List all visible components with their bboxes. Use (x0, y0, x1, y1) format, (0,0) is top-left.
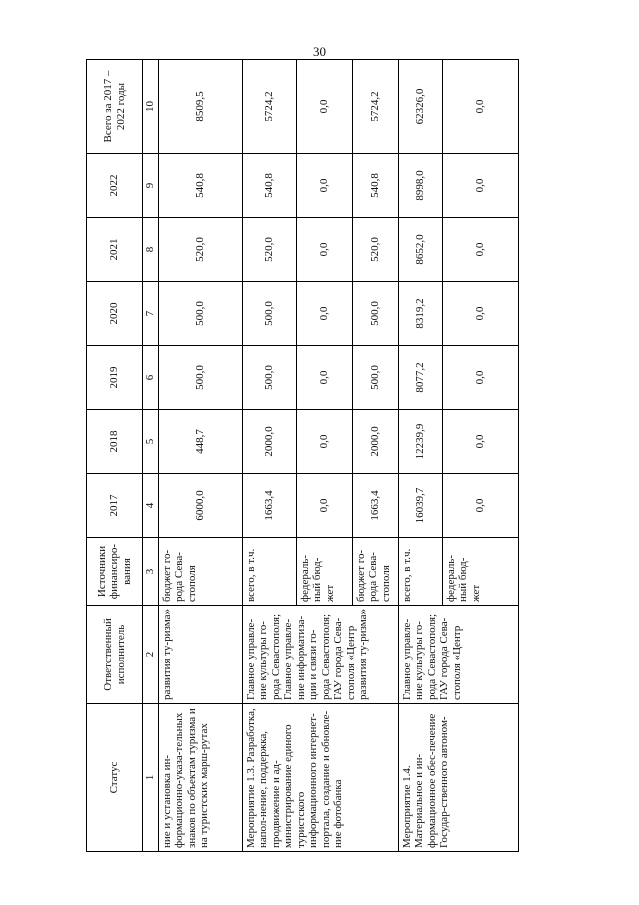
executor-cell: развития ту-ризма» (158, 606, 242, 704)
value-cell: 0,0 (296, 346, 352, 410)
value-cell: 8509,5 (158, 60, 242, 154)
header-total: Всего за 2017 – 2022 годы (87, 60, 143, 154)
status-cell: ние и установка ин-формационно-указа-тельных знаков по объектам туризма и на туристских марш-рутах (158, 704, 242, 852)
header-2019: 2019 (87, 346, 143, 410)
header-2018: 2018 (87, 410, 143, 474)
value-cell: 520,0 (352, 218, 398, 282)
value-cell: 8319,2 (398, 282, 442, 346)
value-cell: 540,8 (158, 154, 242, 218)
header-sources: Источники финансиро-вания (87, 538, 143, 606)
status-cell: Мероприятие 1.3. Разработка, напол-нение, поддержка, продвижение и ад-министрирование единого туристского информационного интернет-портала, создание и обновле-ние фотобанка (242, 704, 398, 852)
index-cell: 8 (143, 218, 159, 282)
source-cell: всего, в т.ч. (398, 538, 442, 606)
value-cell: 500,0 (242, 282, 296, 346)
executor-cell: Главное управле-ние культуры го-рода Севастополя; Главное управле-ние информатиза-ции и связи го-рода Севастополя; ГАУ города Сева-стополя «Центр развития ту-ризма» (242, 606, 398, 704)
value-cell: 0,0 (296, 474, 352, 538)
index-cell: 1 (143, 704, 159, 852)
table-row (242, 60, 296, 852)
page-number: 30 (313, 44, 326, 59)
index-cell: 6 (143, 346, 159, 410)
value-cell: 448,7 (158, 410, 242, 474)
value-cell: 6000,0 (158, 474, 242, 538)
index-cell: 7 (143, 282, 159, 346)
value-cell: 12239,9 (398, 410, 442, 474)
value-cell: 1663,4 (242, 474, 296, 538)
value-cell: 0,0 (442, 154, 518, 218)
index-cell: 5 (143, 410, 159, 474)
value-cell: 540,8 (352, 154, 398, 218)
index-cell: 3 (143, 538, 159, 606)
header-2020: 2020 (87, 282, 143, 346)
value-cell: 8998,0 (398, 154, 442, 218)
source-cell: федераль-ный бюд-жет (442, 538, 518, 606)
value-cell: 500,0 (158, 282, 242, 346)
value-cell: 0,0 (442, 282, 518, 346)
header-2017: 2017 (87, 474, 143, 538)
index-cell: 10 (143, 60, 159, 154)
header-executor: Ответственный исполнитель (87, 606, 143, 704)
value-cell: 0,0 (296, 410, 352, 474)
value-cell: 500,0 (352, 282, 398, 346)
value-cell: 0,0 (296, 60, 352, 154)
index-row (143, 60, 159, 852)
value-cell: 1663,4 (352, 474, 398, 538)
value-cell: 2000,0 (352, 410, 398, 474)
value-cell: 0,0 (442, 60, 518, 154)
value-cell: 16039,7 (398, 474, 442, 538)
header-row (87, 60, 143, 852)
value-cell: 0,0 (442, 346, 518, 410)
header-2021: 2021 (87, 218, 143, 282)
value-cell: 500,0 (352, 346, 398, 410)
financing-table (86, 59, 519, 852)
value-cell: 0,0 (442, 474, 518, 538)
value-cell: 62326,0 (398, 60, 442, 154)
table-row (398, 60, 442, 852)
value-cell: 500,0 (158, 346, 242, 410)
index-cell: 9 (143, 154, 159, 218)
value-cell: 0,0 (442, 218, 518, 282)
index-cell: 4 (143, 474, 159, 538)
value-cell: 0,0 (442, 410, 518, 474)
source-cell: всего, в т.ч. (242, 538, 296, 606)
rotated-table-container (86, 60, 516, 852)
value-cell: 520,0 (242, 218, 296, 282)
value-cell: 500,0 (242, 346, 296, 410)
value-cell: 520,0 (158, 218, 242, 282)
value-cell: 540,8 (242, 154, 296, 218)
header-status: Статус (87, 704, 143, 852)
value-cell: 5724,2 (352, 60, 398, 154)
status-cell: Мероприятие 1.4. Материальное и ин-формационное обес-печение Государ-ственного автоном- (398, 704, 518, 852)
source-cell: федераль-ный бюд-жет (296, 538, 352, 606)
value-cell: 0,0 (296, 154, 352, 218)
value-cell: 2000,0 (242, 410, 296, 474)
executor-cell: Главное управле-ние культуры го-рода Севастополя; ГАУ города Сева-стополя «Центр (398, 606, 518, 704)
source-cell: бюджет го-рода Сева-стополя (158, 538, 242, 606)
value-cell: 0,0 (296, 282, 352, 346)
value-cell: 8652,0 (398, 218, 442, 282)
table-row (158, 60, 242, 852)
value-cell: 8077,2 (398, 346, 442, 410)
value-cell: 5724,2 (242, 60, 296, 154)
value-cell: 0,0 (296, 218, 352, 282)
source-cell: бюджет го-рода Сева-стополя (352, 538, 398, 606)
index-cell: 2 (143, 606, 159, 704)
header-2022: 2022 (87, 154, 143, 218)
